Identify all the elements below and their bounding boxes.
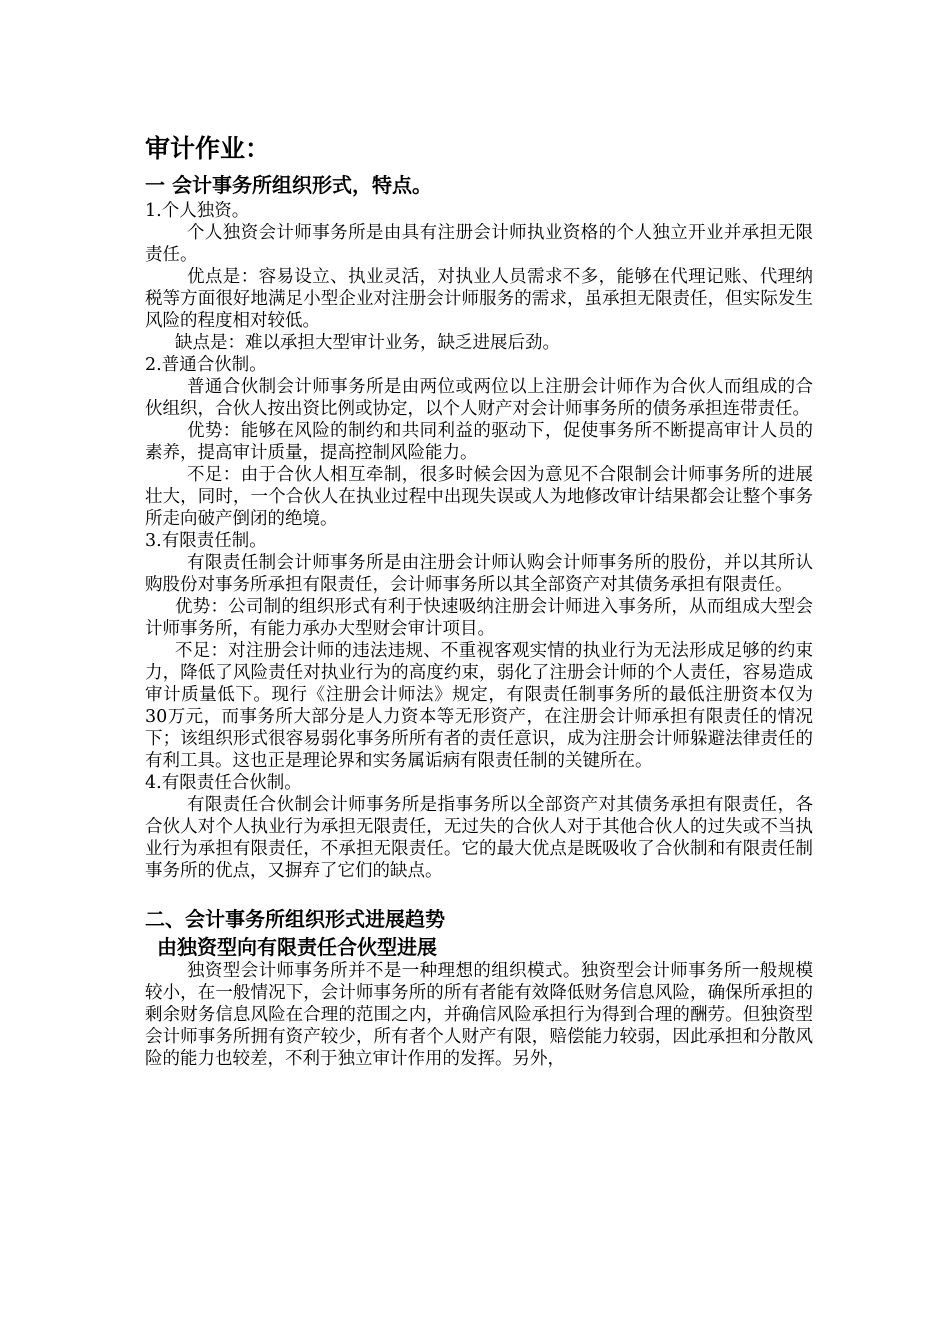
item3-label: 3.有限责任制。 <box>145 531 267 551</box>
item2-paragraph: 不足：由于合伙人相互牵制，很多时候会因为意见不合限制会计师事务所的进展壮大，同时，一个合伙人在执业过程中出现失误或人为地修改审计结果都会让整个事务所走向破产倒闭的绝境。 <box>145 465 813 529</box>
item2-paragraph: 优势：能够在风险的制约和共同利益的驱动下，促使事务所不断提高审计人员的素养，提高审计质量，提高控制风险能力。 <box>145 421 813 463</box>
item4-label: 4.有限责任合伙制。 <box>145 773 302 793</box>
document-title: 审计作业： <box>145 134 271 163</box>
item1-label: 1.个人独资。 <box>145 201 250 221</box>
item1-paragraph: 缺点是：难以承担大型审计业务，缺乏进展后劲。 <box>175 333 560 353</box>
section2-subheading: 由独资型向有限责任合伙型进展 <box>157 935 437 959</box>
item3-paragraph: 不足：对注册会计师的违法违规、不重视客观实情的执业行为无法形成足够的约束力，降低了风险责任对执业行为的高度约束，弱化了注册会计师的个人责任，容易造成审计质量低下。现行《注册会计师法》规定，有限责任制事务所的最低注册资本仅为30万元，而事务所大部分是人力资本等无形资产，在注册会计师承担有限责任的情况下；该组织形式很容易弱化事务所所有者的责任意识，成为注册会计师躲避法律责任的有利工具。这也正是理论界和实务属诟病有限责任制的关键所在。 <box>145 641 813 771</box>
item3-paragraph: 有限责任制会计师事务所是由注册会计师认购会计师事务所的股份，并以其所认购股份对事务所承担有限责任，会计师事务所以其全部资产对其债务承担有限责任。 <box>145 553 813 595</box>
section2-heading: 二、会计事务所组织形式进展趋势 <box>145 907 445 931</box>
item2-paragraph: 普通合伙制会计师事务所是由两位或两位以上注册会计师作为合伙人而组成的合伙组织，合伙人按出资比例或协定，以个人财产对会计师事务所的债务承担连带责任。 <box>145 377 813 419</box>
item3-paragraph: 优势：公司制的组织形式有利于快速吸纳注册会计师进入事务所，从而组成大型会计师事务所，有能力承办大型财会审计项目。 <box>145 597 813 639</box>
item4-paragraph: 有限责任合伙制会计师事务所是指事务所以全部资产对其债务承担有限责任，各合伙人对个人执业行为承担无限责任，无过失的合伙人对于其他合伙人的过失或不当执业行为承担有限责任，不承担无限责任。它的最大优点是既吸收了合伙制和有限责任制事务所的优点，又摒弃了它们的缺点。 <box>145 795 813 881</box>
section2-paragraph: 独资型会计师事务所并不是一种理想的组织模式。独资型会计师事务所一般规模较小，在一般情况下，会计师事务所的所有者能有效降低财务信息风险，确保所承担的剩余财务信息风险在合理的范围之内，并确信风险承担行为得到合理的酬劳。但独资型会计师事务所拥有资产较少，所有者个人财产有限，赔偿能力较弱，因此承担和分散风险的能力也较差，不利于独立审计作用的发挥。另外， <box>145 961 813 1069</box>
item1-paragraph: 个人独资会计师事务所是由具有注册会计师执业资格的个人独立开业并承担无限责任。 <box>145 223 813 265</box>
item1-paragraph: 优点是：容易设立、执业灵活，对执业人员需求不多，能够在代理记账、代理纳税等方面很好地满足小型企业对注册会计师服务的需求，虽承担无限责任，但实际发生风险的程度相对较低。 <box>145 267 813 331</box>
item2-label: 2.普通合伙制。 <box>145 355 267 375</box>
document-page <box>145 128 813 1070</box>
section1-heading: 一 会计事务所组织形式，特点。 <box>145 173 432 197</box>
